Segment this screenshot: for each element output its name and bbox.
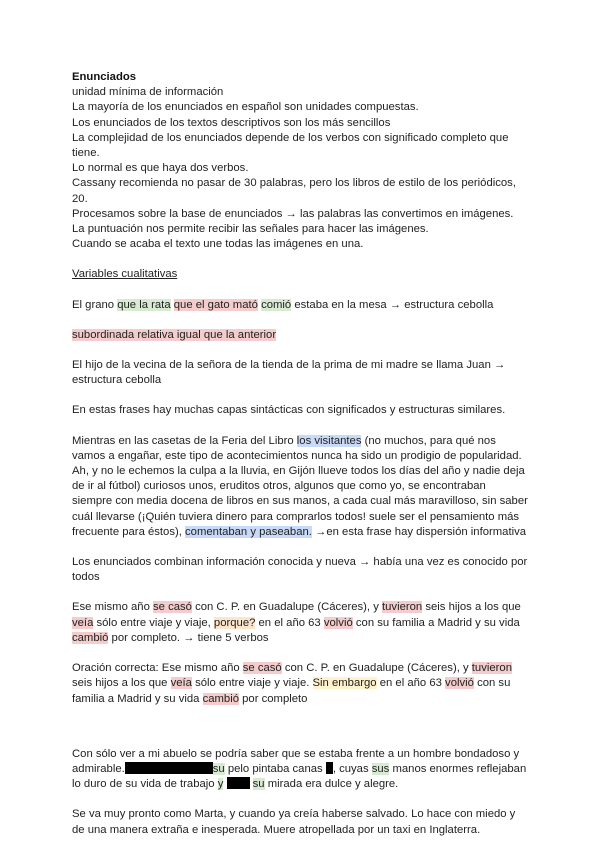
highlight-red: volvió [323, 616, 353, 629]
highlight-blue: los visitantes [296, 434, 362, 447]
highlight-yellow: Sin embargo [312, 677, 377, 690]
intro-line: Cuando se acaba el texto une todas las imágenes en una. [72, 238, 364, 251]
highlight-red: cambió [202, 692, 240, 705]
example-marta: Se va muy pronto como Marta, y cuando ya creía haberse salvado. Lo hace con miedo y de una manera extraña e inesperada. Muere atropellada por un taxi en Inglaterra. [72, 808, 516, 836]
highlight-red: se casó [153, 601, 192, 614]
highlight-red: tuvieron [382, 601, 423, 614]
intro-line: Lo normal es que haya dos verbos. [72, 162, 249, 175]
highlight-green: y [217, 778, 224, 791]
highlight-green: su [212, 762, 225, 775]
document-page [72, 70, 528, 838]
redaction-block [125, 762, 213, 774]
intro-line: unidad mínima de información [72, 86, 224, 99]
intro-line: Cassany recomienda no pasar de 30 palabras, pero los libros de estilo de los periódicos, 20. [72, 177, 516, 205]
highlight-green: que la rata [117, 298, 171, 311]
example-hijo: El hijo de la vecina de la señora de la tienda de la prima de mi madre se llama Juan → estructura cebolla [72, 359, 506, 387]
redaction-block [326, 762, 333, 774]
highlight-red: veía [170, 677, 192, 690]
highlight-red: cambió [72, 631, 109, 644]
highlight-green: su [252, 778, 265, 791]
highlight-orange: porque? [213, 616, 256, 629]
intro-line: La complejidad de los enunciados depende de los verbos con significado completo que tiene. [72, 131, 509, 160]
intro-line: Los enunciados de los textos descriptivos son los más sencillos [72, 116, 391, 129]
document-title: Enunciados [72, 71, 137, 83]
example-verbos: Ese mismo año se casó con C. P. en Guadalupe (Cáceres), y tuvieron seis hijos a los que veía sólo entre viaje y viaje, porque? en el año 63 volvió con su familia a Madrid y su vida cambió por completo. → tiene 5 verbos [72, 601, 521, 644]
example-correcta: Oración correcta: Ese mismo año se casó con C. P. en Guadalupe (Cáceres), y tuvieron seis hijos a los que veía sólo entre viaje y viaje. Sin embargo en el año 63 volvió con su familia a Madrid y su vida cambió por completo [72, 662, 512, 705]
highlight-red: que el gato mató [173, 298, 258, 311]
highlight-green: comió [261, 298, 292, 311]
note-capas: En estas frases hay muchas capas sintácticas con significados y estructuras similares. [72, 404, 506, 417]
note-informacion: Los enunciados combinan información conocida y nueva → había una vez es conocido por todos [72, 556, 528, 584]
highlight-green: sus [371, 762, 390, 775]
highlight-red: se casó [242, 662, 282, 675]
section-heading: Variables cualitativas [72, 268, 178, 281]
highlight-red: tuvieron [471, 662, 512, 675]
example-cebolla: El grano que la rata que el gato mató comió estaba en la mesa → estructura cebolla [72, 298, 494, 311]
intro-line: La mayoría de los enunciados en español son unidades compuestas. [72, 101, 419, 114]
highlight-red: subordinada relativa igual que la anterior [72, 328, 277, 341]
redaction-block [227, 777, 250, 789]
note-subordinada [72, 328, 528, 343]
example-abuelo: Con sólo ver a mi abuelo se podría saber que se estaba frente a un hombre bondadoso y admirable. su pelo pintaba canas , cuyas sus manos enormes reflejaban lo duro de su vida de trabajo y su mirada era dulce y alegre. [72, 747, 527, 791]
highlight-blue: comentaban y paseaban. [185, 525, 312, 538]
highlight-red: volvió [445, 677, 474, 690]
example-feria: Mientras en las casetas de la Feria del Libro los visitantes (no muchos, para qué nos vamos a engañar, este tipo de acontecimientos nunca ha sido un prodigio de popularidad. Ah, y no le echemos la culpa a la lluvia, en Gijón llueve todos los días del año y nadie deja de ir al fútbol) curiosos unos, eruditos otros, algunos que como yo, se encontraban siempre con media docena de libros en sus manos, a cada cual más maravilloso, sin saber cuál llevarse (¡Quién tuviera dinero para comprarlos todos! suele ser el pensamiento más frecuente para éstos), comentaban y paseaban. →en esta frase hay dispersión informativa [72, 434, 528, 538]
highlight-red: veía [72, 616, 94, 629]
intro-line: Procesamos sobre la base de enunciados → las palabras las convertimos en imágenes. La puntuación nos permite recibir las señales para hacer las imágenes. [72, 207, 514, 236]
